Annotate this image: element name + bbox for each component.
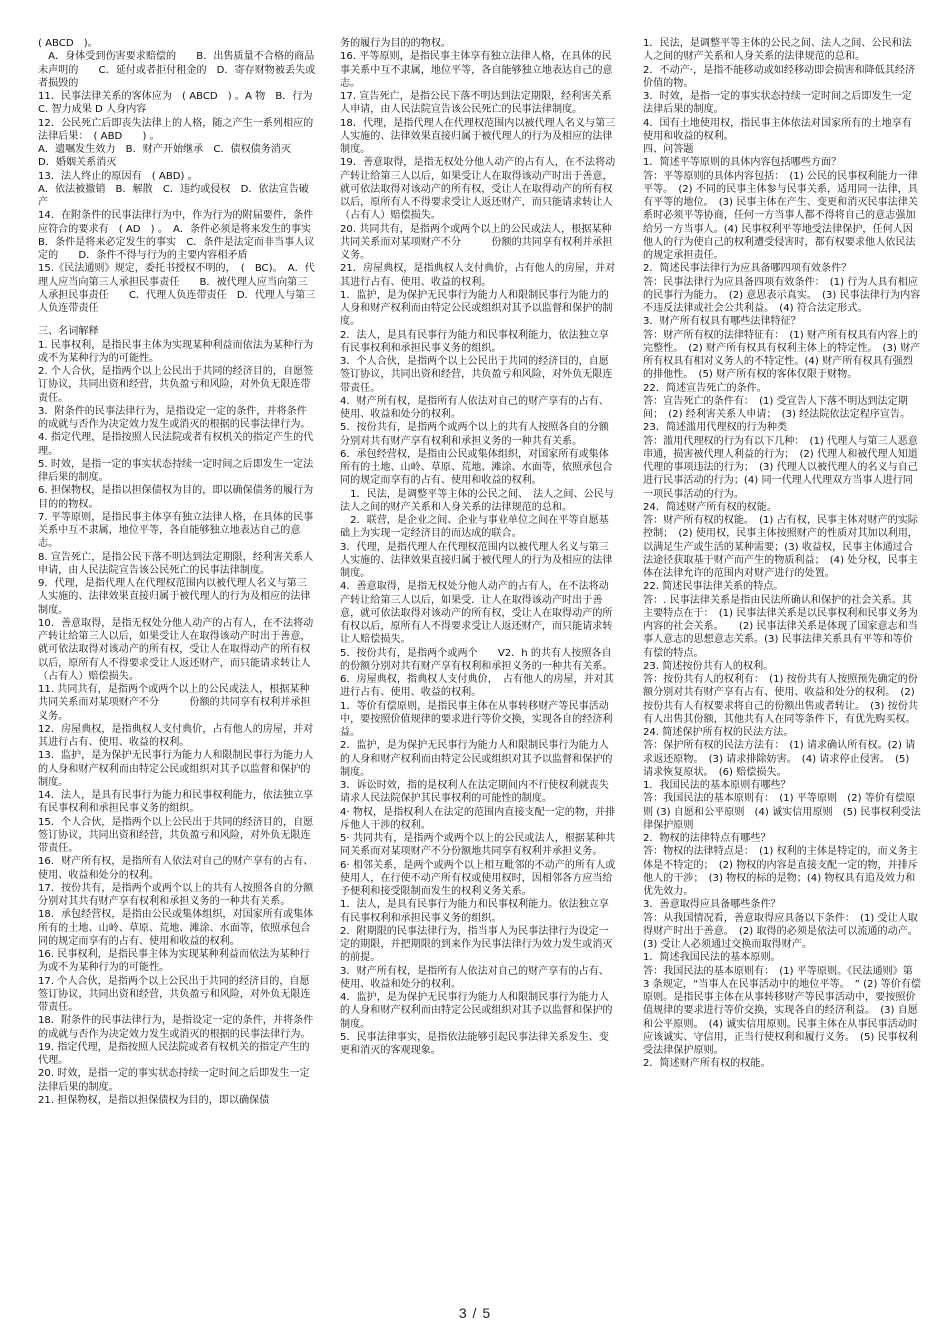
paragraph: 答：. 民事法律关系是指由民法所确认和保护的社会关系。其主要特点在于： (1) 民事法律关系是以民事权利和民事义务为内容的社会关系。 (2) 民事法律关系是体现了国家意志和当事人意志的思想意志关系。(3) 民事法律关系具有平等和等价有偿的特点。 — [643, 594, 918, 659]
paragraph: 1．简述我国民法的基本原则。 — [643, 952, 781, 964]
paragraph: 20. 时效，是指一定的事实状态持续一定时间之后即发生一定法律后果的制度。 — [38, 1068, 310, 1093]
paragraph: 8. 宣告死亡，是指公民下落不明达到法定期限，经利害关系人申请，由人民法院宣告该公民死亡的民事法律制度。 — [38, 551, 314, 576]
paragraph: 3．财产所有权，是指所有人依法对自己的财产享有的占有、使用、收益和处分的权利。 — [340, 965, 609, 990]
paragraph: A．身体受到伤害要求赔偿的 B．出售质量不合格的商品未声明的 C．延付或者拒付租金的 D．寄存财物被丢失或者损毁的 — [38, 51, 316, 89]
paragraph: 3．善意取得应具备哪些条件？ — [643, 899, 781, 911]
paragraph: 20. 共同共有，是指两个或两个以上的公民或法人，根据某种共同关系而对某项财产不分 份额的共同享有权利并承担义务。 — [340, 223, 613, 261]
text-column-right — [643, 37, 921, 1307]
page-number: 3 / 5 — [458, 1305, 492, 1321]
paragraph: 4．国有土地使用权，指民事主体依法对国家所有的土地享有使用和收益的权利。 — [643, 117, 912, 142]
paragraph: 24．简述财产所有权的权能。 — [643, 501, 777, 513]
text-column-middle — [340, 37, 618, 1307]
paragraph: 18．承包经营权，是指由公民或集体组织，对国家所有或集体所有的土地、山岭、草原、荒地、滩涂、水面等，依照承包合同的规定而享有的占有、使用和收益的权利。 — [38, 909, 314, 947]
paragraph: 2．简述财产所有权的权能。 — [643, 1058, 771, 1070]
paragraph: 答：从我国情况看，善意取得应具备以下条件： (1) 受让人取得财产时出于善意。 (2) 取得的必须是依法可以流通的动产。 (3) 受让人必须通过交换而取得财产。 — [643, 912, 923, 950]
paragraph: 16. 平等原则，是指民事主体享有独立法律人格，在具体的民事关系中互不隶属，地位平等，各自能够独立地表达自己的意志。 — [340, 51, 613, 89]
paragraph: A．遗嘱发生效力 B．财产开始继承 C．债权债务消灭 D．婚姻关系消灭 — [38, 144, 302, 169]
paragraph: 5．民事法律事实，是指依法能够引起民事法律关系发生、变更和消灭的客观现象。 — [340, 1031, 609, 1056]
paragraph: 答：财产所有权的权能。 (1) 占有权，民事主体对财产的实际控制； (2) 使用权，民事主体按照财产的性质对其加以利用，以满足生产或生活的某种需要；(3) 收益权，民事主体通过合法途径获取基于财产而产生的物质利益； (4) 处分权，民事主体在法律允许的范围内对财产进行的处置。 — [643, 515, 918, 579]
paragraph: 3．诉讼时效，指的是权利人在法定期间内不行使权利就丧失请求人民法院保护其民事权利的可能性的制度。 — [340, 780, 609, 805]
paragraph: 四、问答题 — [643, 144, 694, 155]
paragraph: 21. 担保物权，是指以担保债权为目的，即以确保债 — [38, 1094, 270, 1106]
paragraph: 18．附条件的民事法律行为，是指设定一定的条件，并将条件的成就与否作为决定效力发生或消灭的根据的民事法律行为。 — [38, 1015, 314, 1040]
paragraph: 2．监护，是为保护无民事行为能力人和限制民事行为能力人的人身和财产权利而由特定公民或组织对其予以监督和保护的制度。 — [340, 740, 613, 778]
paragraph: 2．联营，是企业之间、企业与事业单位之间在平等自愿基础上为实现一定经济目的而达成的联合。 — [340, 515, 609, 540]
paragraph: 2．物权的法律特点有哪些？ — [643, 833, 771, 844]
paragraph: 1．简述平等原则的具体内容包括哪些方面？ — [643, 157, 842, 169]
paragraph: 23. 简述按份共有人的权利。 — [643, 660, 774, 672]
paragraph: 17. 宣告死亡，是指公民下落不明达到法定期限，经利害关系人申请，由人民法院宣告该公民死亡的民事法律制度。 — [340, 91, 612, 116]
paragraph: 17. 个人合伙，是指两个以上公民出于共同的经济目的，自愿签订协议，共同出资和经营，共负盈亏和风险，对外负无限连带责任。 — [38, 975, 311, 1013]
paragraph: 4· 物权，是指权利人在法定的范围内直接支配一定的物，并排斥他人干涉的权利。 — [340, 806, 616, 831]
paragraph: 2．不动产·，是指不能移动或如经移动即会损害和降低其经济价值的物。 — [643, 64, 916, 89]
paragraph: 13．监护，是为保护无民事行为能力人和限制民事行为能力人的人身和财产权利而由特定公民或组织对其予以监督和保护的制度。 — [38, 750, 314, 788]
paragraph: 1. 民事权利，是指民事主体为实现某种利益而依法为某种行为或不为某种行为的可能性。 — [38, 339, 314, 364]
paragraph: 5. 时效，是指一定的事实状态持续一定时间之后即发生一定法律后果的制度。 — [38, 458, 314, 483]
text-column-left — [38, 37, 332, 1307]
paragraph: 3．财产所有权具有哪些法律特征？ — [643, 316, 801, 328]
paragraph: A．依法被撤销 B．解散 C．违约或侵权 D．依法宣告破产 — [38, 183, 309, 208]
paragraph: 10．善意取得，是指无权处分他人动产的占有人，在不法将动产转让给第三人以后，如果受让人在取得该动产时出于善意，就可依法取得对该动产的所有权，受让人在取得动产的所有权以后，原所有人不得要求受让人返还财产，而只能请求转让人（占有人）赔偿损失。 — [38, 617, 314, 682]
paragraph: 23．简述滥用代理权的行为种类 — [643, 422, 788, 434]
paragraph: 9．代理，是指代理人在代理权范围内以被代理人名义与第三人实施的、法律效果直接归属于被代理人的行为及相应的法律制度。 — [38, 578, 311, 616]
paragraph: 6. 担保物权，是指以担保债权为目的，即以确保债务的履行为目的的物权。 — [38, 485, 314, 510]
paragraph: 1．民法，是调整平等主体的公民之间、法人之间、公民和法人之间的财产关系和人身关系的法律规范的总和。 — [643, 38, 912, 63]
paragraph: 6· 相邻关系，是两个或两个以上相互毗邻的不动产的所有人或使用人，在行使不动产所有权或使用权时，因相邻各方应当给予便利和接受限制而发生的权利义务关系。 — [340, 859, 616, 897]
paragraph: 1．监护，是为保护无民事行为能力人和限制民事行为能力的人身和财产权利而由特定公民或组织对其予以监督和保护的制度。 — [340, 289, 613, 328]
paragraph: 2．附期限的民事法律行为，指当事人为民事法律行为设定一定的期限，并把期限的到来作为民事法律行为效力发生或消灭的前提。 — [340, 925, 613, 964]
paragraph: 1．等价有偿原则，是指民事主体在从事转移财产等民事活动中，要按照价值规律的要求进行等价交换，实现各自的经济利益。 — [340, 700, 613, 738]
paragraph: 答：我国民法的基本原则有： (1) 平等原则 (2) 等价有偿原则 (3) 自愿和公平原则 (4) 诚实信用原则 (5) 民事权利受法律保护原则 — [643, 793, 921, 831]
paragraph: 12．公民死亡后即丧失法律上的人格，随之产生一系列相应的法律后果： ( ABD ) 。 — [38, 117, 314, 142]
paragraph: 务的履行为目的的物权。 — [340, 38, 452, 49]
paragraph: 1．我国民法的基本原则有哪些？ — [643, 780, 791, 791]
paragraph: 6．房屋典权，指典权人支付典价， 占有他人的房屋，并对其进行占有、使用、收益的权利。 — [340, 674, 614, 699]
paragraph: 3．个人合伙，是指两个以上公民出于共同的经济目的，自愿签订协议，共同出资和经营，共负盈亏和风险，对外负无限连带责任。 — [340, 356, 613, 394]
paragraph: 答：民事法律行为应具备四项有效条件： (1) 行为人具有相应的民事行为能力。 (2) 意思表示真实。 (3) 民事法律行为内容不违反法律或社会公共利益。 (4) 符合法定形式。 — [643, 276, 921, 314]
paragraph: 17．按份共有，是指两个或两个以上的共有人按照各自的分额分别对其共有财产享有权利和承担义务的一种共有关系。 — [38, 882, 314, 907]
paragraph: 14．在附条件的民事法律行为中，作为行为的附届要件，条件应符合的要求有 ( AD ) 。 A．条件必须是将来发生的事实 B．条件是将来必定发生的事实 C．条件是法定而非当事人议定的 D．条件不得与行为的主要内容相矛盾 — [38, 210, 332, 261]
paragraph: 16．财产所有权，是指所有人依法对自己的财产享有的占有、使用、收益和处分的权利。 — [38, 856, 314, 881]
paragraph: 三、名词解释 — [38, 326, 99, 338]
paragraph: 16. 民事权利，是指民事主体为实现某种利益而依法为某种行为或不为某种行为的可能性。 — [38, 949, 310, 974]
paragraph: 答：平等原则的具体内容包括： (1) 公民的民事权利能力一律平等。 (2) 不同的民事主体参与民事关系，适用同一法律，具有平等的地位。 (3) 民事主体在产生、变更和消灭民事法律关系时必须平等协商，任何一方当事人都不得将自己的意志强加给另一方当事人。(4) 民事权利平等地受法律保护，任何人因他人的行为使自己的权利遭受侵害时，都有权要求他人依民法的规定承担责任。 — [643, 170, 918, 261]
paragraph: 12．房屋典权，是指典权人支付典价，占有他人的房屋，并对其进行占有、使用、收益的权利。 — [38, 723, 314, 748]
paragraph: 2. 个人合伙，是指两个以上公民出于共同的经济目的，自愿签订协议，共同出资和经营，共负盈亏和风险，对外负无限连带责任。 — [38, 366, 314, 404]
paragraph: 19. 指定代理，是指按照人民法院或者有权机关的指定产生的代理。 — [38, 1041, 310, 1066]
paragraph: 7. 平等原则，是指民事主体享有独立法律人格，在具体的民事关系中互不隶属，地位平等，各自能够独立地表达自己的意志。 — [38, 511, 314, 550]
paragraph: 4．善意取得，是指无权处分他人动产的占有人，在不法将动产转让给第三人以后，如果受．让人在取得该动产时出于善意，就可依法取得对该动产的所有权，受让人在取得动产的所有权以后，原所有人不得要求受让人返还财产，而只能请求转让人赔偿损失。 — [340, 581, 613, 646]
paragraph: 3．时效，是指一定的事实状态持续一定时间之后即发生一定法律后果的制度。 — [643, 91, 912, 116]
paragraph: 5．按份共有，是指两个或两个以上的共有人按照各自的分额分别对共有财产享有权利和承担义务的一种共有关系。 — [340, 422, 609, 447]
paragraph: 15．个人合伙，是指两个以上公民出于共同的经济目的，自愿签订协议，共同出资和经营，共负盈亏和风险，对外负无限连带责任。 — [38, 816, 314, 854]
paragraph: 22．简述宣告死亡的条件。 — [643, 382, 767, 394]
paragraph: 答：按份共有人的权利有： (1) 按份共有人按照预先确定的份额分别对共有财产享有占有、使用、收益和处分的权利。 (2) 按份共有人有权要求将自己的份额出售或者转让。 (3) 按份共有人出售其份额，其他共有人在同等条件下，有优先购买权。 — [643, 674, 918, 725]
paragraph: 5· 共同共有，是指两个或两个以上的公民或法人，根据某种共同关系而对某项财产不分份额地共同享有权利并承担义务。 — [340, 833, 616, 858]
paragraph: 24. 简述保护所有权的民法方法。 — [643, 727, 794, 738]
paragraph: 11. 共同共有，是指两个或两个以上的公民或法人，根据某种共同关系而对某项财产不分 份额的共同享有权利并承担义务。 — [38, 684, 311, 722]
paragraph: 1．法人，是具有民事行为能力和民事权利能力。依法独立享有民事权利和承担民事义务的组织。 — [340, 899, 609, 924]
paragraph: ( ABCD )。 — [38, 38, 98, 49]
paragraph: 2．法人，是具有民事行为能力和民事权利能力，依法独立享有民事权利和承担民事义务的组织。 — [340, 329, 609, 354]
paragraph: 19．善意取得，是指无权处分他人动产的占有人，在不法将动产转让给第三人以后，如果受让人在取得该动产时出于善意，就可依法取得对该动产的所有权，受让人在取得动产的所有权以后，原所有人不得要求受让人返还财产，而只能请求转让人（占有人）赔偿损失。 — [340, 157, 616, 222]
paragraph: 4．监护，是为保护无民事行为能力人和限制民事行为能力人的人身和财产权利而由特定公民或组织对其予以监督和保护的制度。 — [340, 992, 613, 1030]
paragraph: 答：物权的法律特点是： (1) 权利的主体是特定的，而义务主体是不特定的； (2) 物权的内容是直接支配一定的物，并排斥他人的干涉； (3) 物权的标的是物；(4) 物权具有追及效力和优先效力。 — [643, 846, 918, 897]
paragraph: 14．法人，是具有民事行为能力和民事权利能力，依法独立享有民事权利和承担民事义务的组织。 — [38, 790, 314, 815]
paragraph: 答：宣告死亡的条件有： (1) 受宣告人下落不明达到法定期间； (2) 经利害关系人申请； (3) 经法院依法定程序宣告。 — [643, 395, 911, 420]
paragraph: 4．财产所有权，是指所有人依法对自己的财产享有的占有、使用、收益和处分的权利。 — [340, 395, 609, 420]
paragraph: 答：保护所有权的民法方法有： (1) 请求确认所有权。(2) 请求返还原物。 (3) 请求排除妨害。 (4) 请求停止侵害。 (5) 请求恢复原状。 (6) 赔偿损失。 — [643, 740, 916, 778]
paragraph: 1．民法，是调整平等主体的公民之间、 法人之间、公民与法人之间的财产关系和人身关系的法律规范的总和。 — [340, 488, 614, 513]
paragraph: 4. 指定代理，是指按照人民法院或者有权机关的指定产生的代理。 — [38, 432, 314, 457]
paragraph: 21．房屋典权，是指典权人支付典价，占有他人的房屋，并对其进行占有、使用、收益的权利。 — [340, 263, 616, 288]
paragraph: 答：财产所有权的法律特征有： (1) 财产所有权具有内容上的完整性。 (2) 财产所有权具有权利主体上的特定性。 (3) 财产所有权具有相对义务人的不特定性。(4) 财产所有权具有强烈的排他性。 (5) 财产所有权的客体仅限于财物。 — [643, 329, 921, 381]
paragraph: 答：我国民法的基本原则有： (1) 平等原则。《民法通则》第 3 条规定，“当事人在民事活动中的地位平等。 ” (2) 等价有偿原则。是指民事主体在从事转移财产等民事活动中，要按照价值规律的要求进行等价交换，实现各自的经济利益。 (3) 自愿和公平原则。 (4) 诚实信用原则。民事主体在从事民事活动时应该诚实、守信用，正当行使权利和履行义务。 (5) 民事权利受法律保护原则。 — [643, 965, 922, 1056]
paragraph: 18．代理，是指代理人在代理权范围内以被代理人名义与第三人实施的、法律效果直接归属于被代理人的行为及相应的法律制度。 — [340, 117, 616, 155]
paragraph: 15.《民法通则》规定，委托书授权不明的， ( BC)。 A．代理人应当向第三人承担民事责任 B．被代理人应当向第三人承担民事责任 C．代理人负连带责任 D．代理人与第三人负连带责任 — [38, 263, 316, 314]
paragraph: 13．法人终止的原因有 ( ABD) 。 — [38, 170, 198, 182]
paragraph: 3．代理，是指代理人在代理权范围内以被代理人名义与第三人实施的、法律效果直接归属于被代理人的行为及相应的法律制度。 — [340, 541, 613, 579]
paragraph: 22. 简述民事法律关系的特点。 — [643, 581, 784, 593]
paragraph: 6．承包经营权，是指由公民或集体组织，对国家所有或集体所有的土地、山岭、草原、荒地、滩涂、水面等，依照承包合同的规定而享有的占有、使用和收益的权利。 — [340, 448, 613, 487]
paragraph: 2．简述民事法律行为应具备哪四项有效条件？ — [643, 263, 852, 275]
paragraph: 3．附条件的民事法律行为，是指设定一定的条件，并将条件的成就与否作为决定效力发生或消灭的根据的民事法律行为。 — [38, 405, 311, 430]
paragraph: 答：滥用代理权的行为有以下几种： (1) 代理人与第三人恶意串通，损害被代理人利益的行为； (2) 代理人和被代理人知道代理的事项违法的行为； (3) 代理人以被代理人的名义与自己进行民事活动的行为；(4) 同一代理人代理双方当事人进行同一项民事活动的行为。 — [643, 435, 918, 500]
paragraph: 5．按份共有，是指两个或两个 V2．h 的共有人按照各自的份额分别对共有财产享有权利和承担义务的一种共有关系。 — [340, 647, 613, 672]
paragraph: 11．民事法律关系的客体应为 ( ABCD ) 。A 物 B．行为 C. 智力成果 D 人身内容 — [38, 91, 313, 116]
